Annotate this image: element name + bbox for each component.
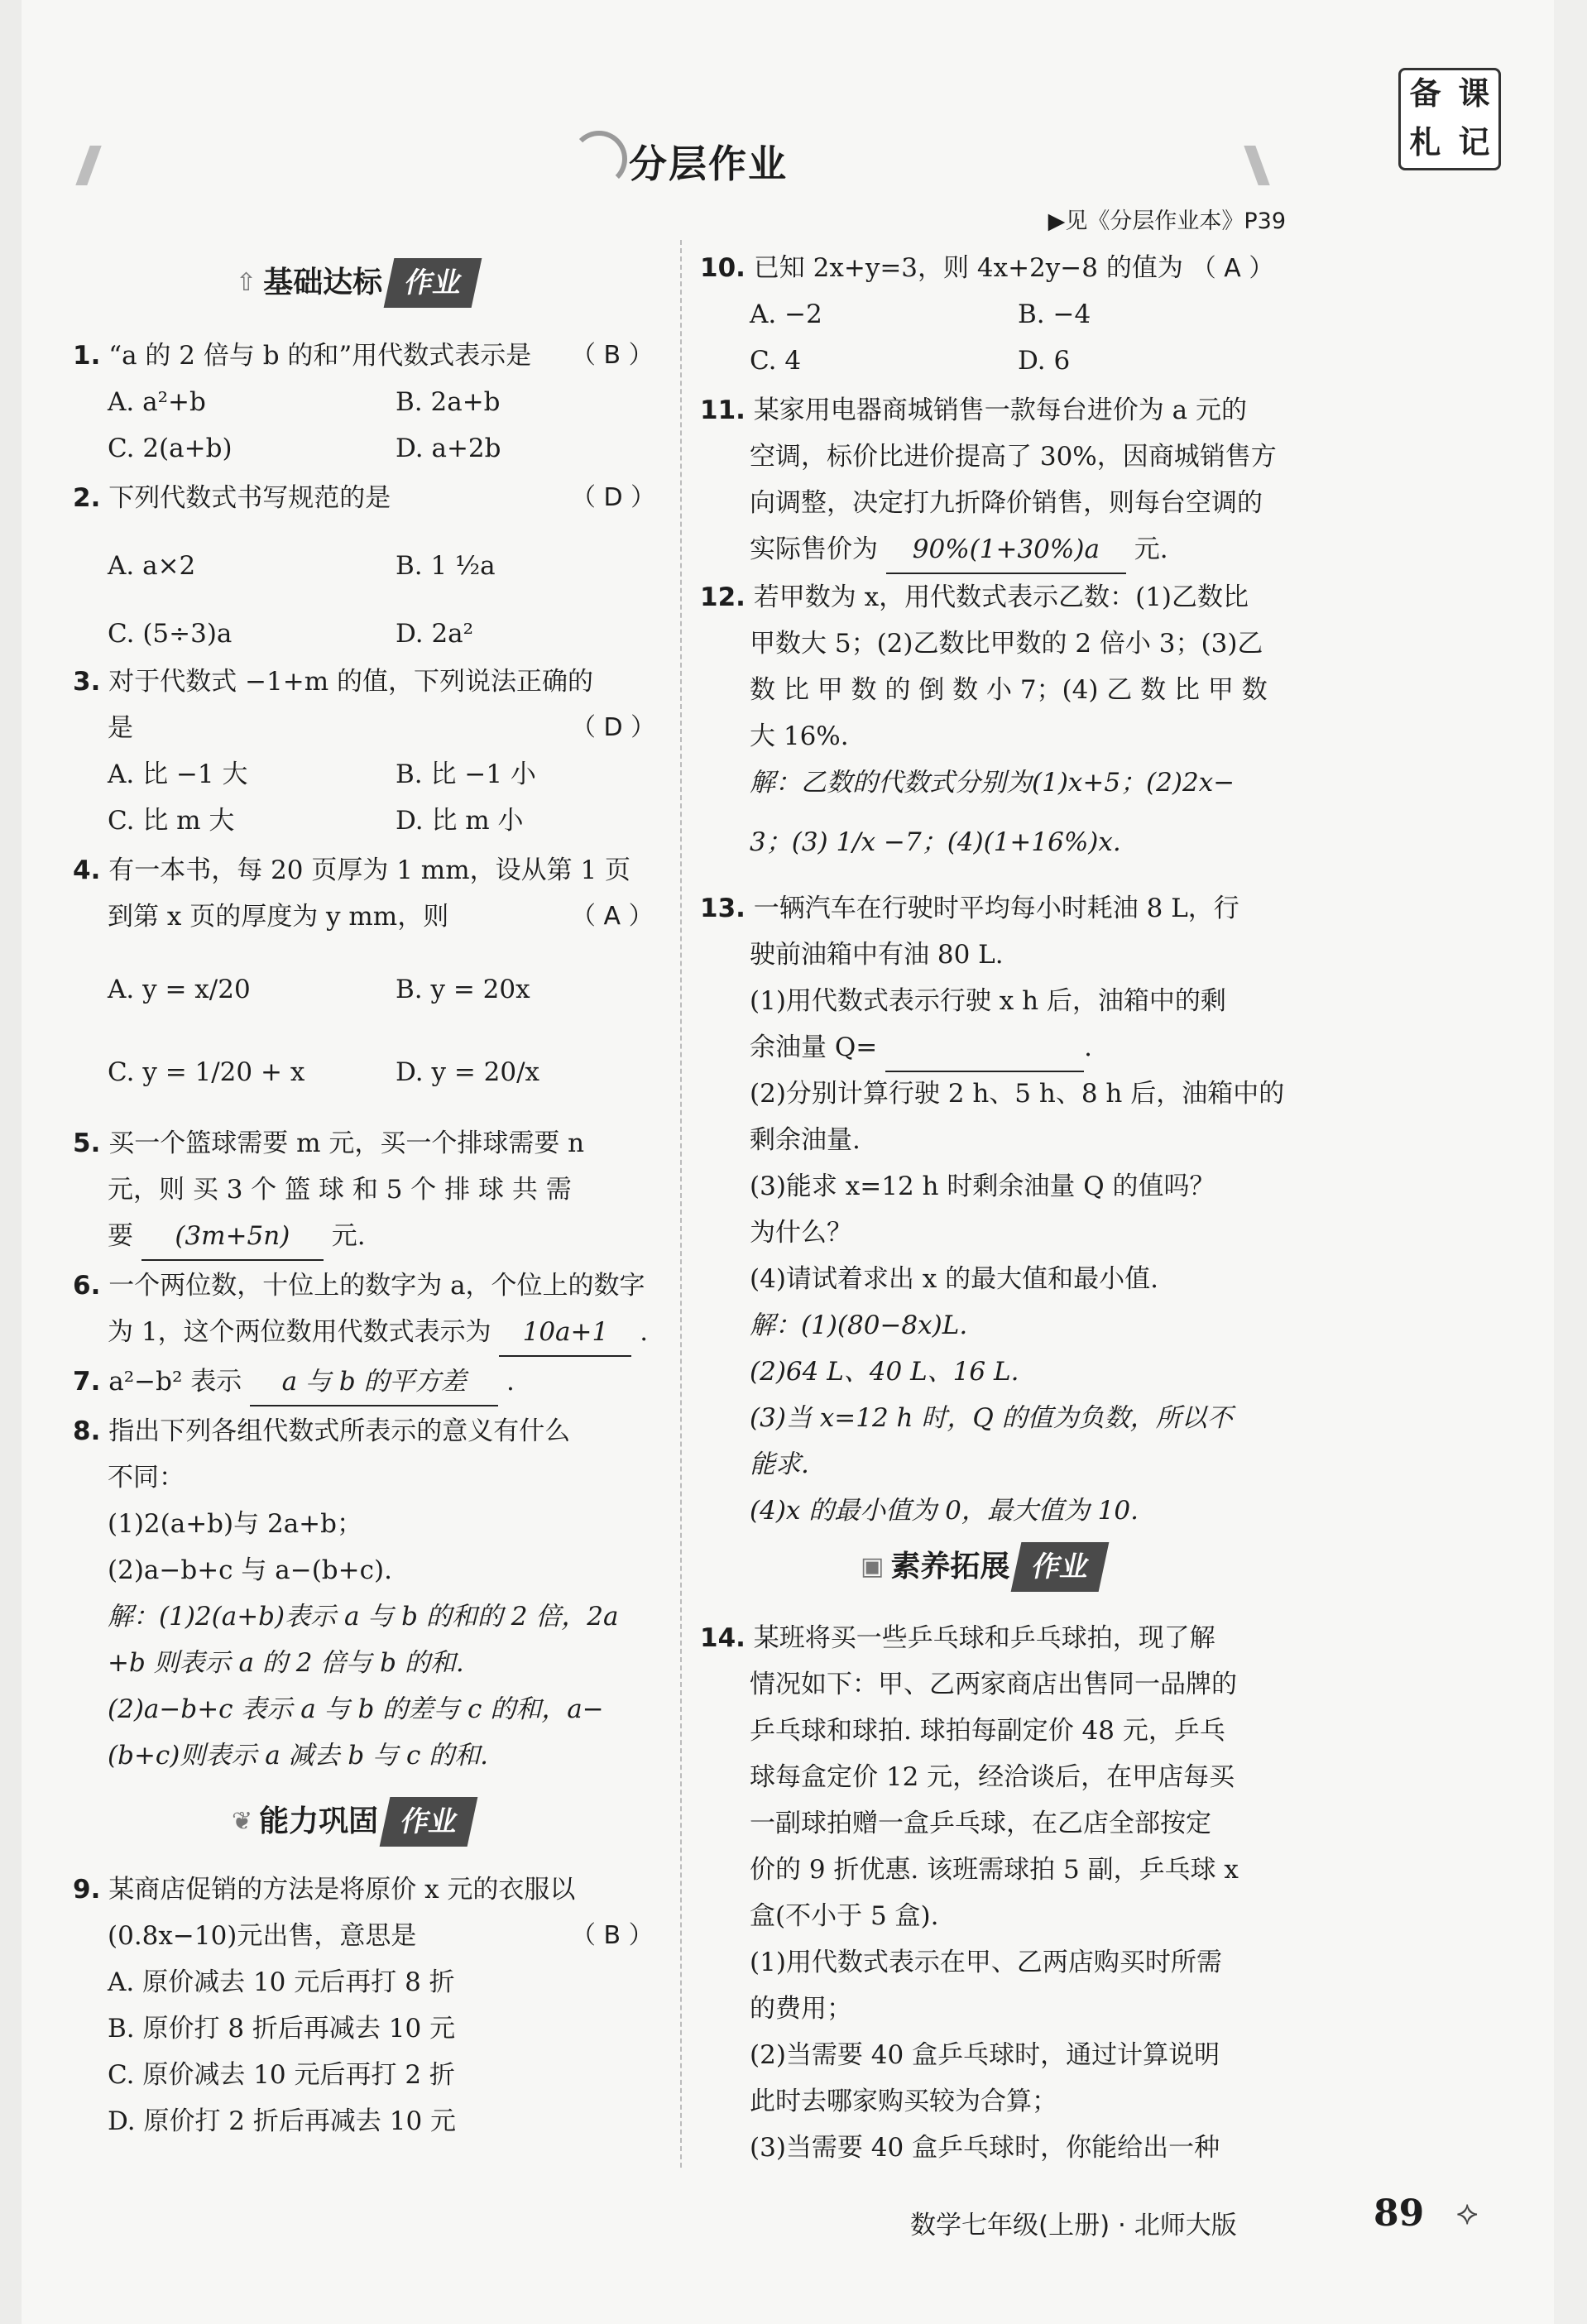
question-text-fill [108, 1213, 366, 1261]
question-text: 数 比 甲 数 的 倒 数 小 7；(4) 乙 数 比 甲 数 [750, 675, 1268, 705]
question-text: 元. [331, 1221, 366, 1251]
answer-blank [885, 1024, 1084, 1072]
decor-slash-right [1244, 146, 1269, 185]
section-tag: 作业 [384, 258, 482, 308]
question-text: (1)用代数式表示在甲、乙两店购买时所需 [750, 1948, 1222, 1977]
section-header-ability [232, 1797, 472, 1847]
question-text: 的费用； [750, 1994, 852, 2024]
option-d: D. 6 [1018, 346, 1071, 376]
question-text: a²−b² 表示 [108, 1367, 242, 1397]
option-a: A. −2 [750, 299, 822, 329]
question-text: . [506, 1367, 515, 1397]
question-text: . [640, 1317, 649, 1347]
section-tag: 作业 [380, 1797, 478, 1847]
solution-line: (2)a−b+c 表示 a 与 b 的差与 c 的和，a− [108, 1694, 604, 1724]
answer-blank: (3m+5n) [141, 1213, 324, 1261]
section-header-basic [236, 258, 477, 308]
question-text: 一副球拍赠一盒乒乓球，在乙店全部按定 [750, 1809, 1211, 1838]
option-b: B. 2a+b [396, 387, 501, 417]
question-text: 是 [108, 713, 133, 743]
stamp-char: 札 [1409, 124, 1441, 161]
question-text: 某班将买一些乒乓球和乒乓球拍，现了解 [753, 1623, 1215, 1653]
option-b: B. 比 −1 小 [396, 759, 536, 789]
question-11 [700, 387, 1247, 434]
question-10 [700, 245, 1273, 292]
question-text: (2)当需要 40 盒乒乓球时，通过计算说明 [750, 2040, 1220, 2070]
footer-book-title: 数学七年级(上册) · 北师大版 [910, 2211, 1237, 2240]
option-d: D. a+2b [396, 434, 501, 463]
option-a: A. y = x/20 [108, 975, 251, 1004]
question-number: 8. [73, 1416, 101, 1446]
question-number: 12. [700, 582, 746, 612]
question-text-fill [750, 526, 1168, 574]
question-text: 到第 x 页的厚度为 y mm，则 [108, 902, 449, 932]
question-text: 为什么？ [750, 1218, 852, 1248]
question-text: 某商店促销的方法是将原价 x 元的衣服以 [108, 1875, 576, 1905]
question-number: 5. [73, 1128, 101, 1158]
option-d: D. 比 m 小 [396, 806, 524, 836]
question-number: 7. [73, 1367, 101, 1397]
option-d: D. 原价打 2 折后再减去 10 元 [108, 2106, 457, 2136]
option-b: B. 1 ½a [396, 551, 496, 581]
question-number: 10. [700, 253, 746, 283]
solution-line: +b 则表示 a 的 2 倍与 b 的和. [108, 1648, 464, 1678]
question-text: (3)能求 x=12 h 时剩余油量 Q 的值吗？ [750, 1172, 1215, 1201]
book-icon: ▣ [861, 1552, 885, 1581]
question-7 [73, 1358, 515, 1406]
option-b: B. 原价打 8 折后再减去 10 元 [108, 2014, 456, 2044]
question-number: 14. [700, 1623, 746, 1653]
page-number: 89 [1374, 2192, 1425, 2235]
question-text-fill [108, 1309, 648, 1357]
question-14 [700, 1615, 1215, 1661]
option-c: C. y = 1/20 + x [108, 1057, 305, 1087]
answer-blank: a 与 b 的平方差 [250, 1358, 498, 1406]
option-a: A. 原价减去 10 元后再打 8 折 [108, 1967, 455, 1997]
answer-choice: （ B ） [571, 341, 654, 370]
question-text: “a 的 2 倍与 b 的和”用代数式表示是 [108, 341, 532, 371]
question-text: 乒乓球和球拍. 球拍每副定价 48 元，乒乓 [750, 1716, 1225, 1746]
solution-line: 3；(3) 1/x −7；(4)(1+16%)x. [750, 827, 1121, 857]
option-c: C. 比 m 大 [108, 806, 235, 836]
question-text: 实际售价为 [750, 534, 878, 564]
section-name: 素养拓展 [890, 1550, 1010, 1584]
question-8 [73, 1408, 570, 1454]
answer-choice: （ B ） [571, 1921, 654, 1950]
section-tag: 作业 [1011, 1542, 1110, 1592]
question-text: 此时去哪家购买较为合算； [750, 2087, 1057, 2116]
question-text: 情况如下：甲、乙两家商店出售同一品牌的 [750, 1670, 1237, 1699]
column-divider [680, 240, 682, 2168]
option-d: D. 2a² [396, 619, 474, 649]
solution-line: (b+c)则表示 a 减去 b 与 c 的和. [108, 1741, 489, 1771]
option-b: B. −4 [1018, 299, 1091, 329]
question-text: 空调，标价比进价提高了 30%，因商城销售方 [750, 442, 1277, 472]
question-2 [73, 475, 391, 521]
question-number: 4. [73, 855, 101, 885]
question-text: 元. [1134, 534, 1168, 564]
arrow-up-icon: ⇧ [236, 268, 257, 297]
answer-blank: 90%(1+30%)a [886, 526, 1126, 574]
page-edge-right [1554, 0, 1587, 2324]
answer-blank: 10a+1 [499, 1309, 631, 1357]
question-text: 对于代数式 −1+m 的值，下列说法正确的 [108, 667, 593, 697]
leaf-icon: ❦ [232, 1807, 253, 1836]
stamp-char: 记 [1458, 124, 1490, 161]
question-text: 甲数大 5；(2)乙数比甲数的 2 倍小 3；(3)乙 [750, 629, 1263, 659]
question-text: 元，则 买 3 个 篮 球 和 5 个 排 球 共 需 [108, 1175, 572, 1205]
solution-line: 解：(1)(80−8x)L. [750, 1311, 968, 1340]
workbook-reference: ▶见《分层作业本》P39 [1048, 208, 1286, 234]
question-text: 买一个篮球需要 m 元，买一个排球需要 n [108, 1128, 585, 1158]
solution-line: (4)x 的最小值为 0，最大值为 10. [750, 1496, 1139, 1526]
question-1 [73, 333, 531, 379]
question-6 [73, 1263, 645, 1309]
option-c: C. 4 [750, 346, 802, 376]
question-3 [73, 659, 593, 705]
question-4 [73, 847, 630, 894]
question-number: 11. [700, 395, 746, 425]
question-text: 某家用电器商城销售一款每台进价为 a 元的 [753, 395, 1247, 425]
answer-choice: （ D ） [571, 713, 656, 742]
question-number: 2. [73, 483, 101, 513]
option-a: A. 比 −1 大 [108, 759, 248, 789]
solution-line: 解：(1)2(a+b)表示 a 与 b 的和的 2 倍，2a [108, 1602, 619, 1632]
question-text: 球每盒定价 12 元，经洽谈后，在甲店每买 [750, 1762, 1235, 1792]
answer-choice: （ A ） [571, 902, 654, 931]
question-text: 剩余油量. [750, 1125, 861, 1155]
option-a: A. a×2 [108, 551, 196, 581]
stamp-char: 课 [1458, 75, 1490, 112]
question-number: 13. [700, 894, 746, 923]
question-text: 已知 2x+y=3，则 4x+2y−8 的值为 [753, 253, 1183, 283]
page-title: 分层作业 [629, 141, 788, 186]
corner-decoration-icon: ⟡ [1456, 2194, 1479, 2232]
question-text: (2)分别计算行驶 2 h、5 h、8 h 后，油箱中的 [750, 1079, 1285, 1109]
question-number: 9. [73, 1875, 101, 1905]
question-text: 若甲数为 x，用代数式表示乙数：(1)乙数比 [753, 582, 1249, 612]
title-swoosh-icon [571, 131, 627, 187]
question-text: 盒(不小于 5 盒). [750, 1901, 939, 1931]
question-text: (1)2(a+b)与 2a+b； [108, 1509, 363, 1539]
option-a: A. a²+b [108, 387, 206, 417]
question-text: (4)请试着求出 x 的最大值和最小值. [750, 1264, 1158, 1294]
question-text: 驶前油箱中有油 80 L. [750, 940, 1004, 970]
question-text: 指出下列各组代数式所表示的意义有什么 [108, 1416, 571, 1446]
stamp-char: 备 [1409, 75, 1441, 112]
section-name: 基础达标 [263, 266, 383, 299]
question-text: 向调整，决定打九折降价销售，则每台空调的 [750, 488, 1263, 518]
question-text: 价的 9 折优惠. 该班需球拍 5 副，乒乓球 x [750, 1855, 1239, 1885]
question-text: (2)a−b+c 与 a−(b+c). [108, 1555, 392, 1585]
question-13 [700, 885, 1239, 932]
page-edge-left [0, 0, 22, 2324]
question-number: 6. [73, 1271, 101, 1301]
question-text: 一辆汽车在行驶时平均每小时耗油 8 L，行 [753, 894, 1239, 923]
question-text: 一个两位数，十位上的数字为 a，个位上的数字 [108, 1271, 645, 1301]
option-b: B. y = 20x [396, 975, 530, 1004]
question-text: 大 16%. [750, 721, 849, 751]
question-5 [73, 1120, 584, 1167]
question-text: 为 1，这个两位数用代数式表示为 [108, 1317, 491, 1347]
question-text: 要 [108, 1221, 133, 1251]
section-header-extend [861, 1542, 1104, 1592]
solution-line: (2)64 L、40 L、16 L. [750, 1357, 1019, 1387]
question-text: (0.8x−10)元出售，意思是 [108, 1921, 417, 1951]
question-number: 3. [73, 667, 101, 697]
solution-line: (3)当 x=12 h 时，Q 的值为负数，所以不 [750, 1403, 1233, 1433]
question-text: 有一本书，每 20 页厚为 1 mm，设从第 1 页 [108, 855, 631, 885]
question-text: 下列代数式书写规范的是 [108, 483, 391, 513]
option-d: D. y = 20/x [396, 1057, 540, 1087]
question-text: 不同： [108, 1463, 185, 1493]
question-12 [700, 574, 1249, 621]
question-text: 余油量 Q= [750, 1033, 878, 1062]
question-9 [73, 1866, 575, 1913]
question-text-fill: 余油量 Q= . [750, 1024, 1092, 1072]
section-name: 能力巩固 [259, 1804, 379, 1838]
question-number: 1. [73, 341, 101, 371]
option-c: C. 2(a+b) [108, 434, 233, 463]
decor-slash-left [75, 146, 101, 185]
question-text: (3)当需要 40 盒乒乓球时，你能给出一种 [750, 2133, 1220, 2163]
option-c: C. (5÷3)a [108, 619, 233, 649]
lesson-notes-stamp [1398, 68, 1501, 170]
solution-line: 解：乙数的代数式分别为(1)x+5；(2)2x− [750, 768, 1235, 798]
option-c: C. 原价减去 10 元后再打 2 折 [108, 2060, 455, 2090]
question-text: (1)用代数式表示行驶 x h 后，油箱中的剩 [750, 986, 1226, 1016]
solution-line: 能求. [750, 1450, 809, 1479]
answer-choice: （ D ） [571, 483, 656, 512]
answer-choice: （ A ） [1191, 254, 1274, 283]
